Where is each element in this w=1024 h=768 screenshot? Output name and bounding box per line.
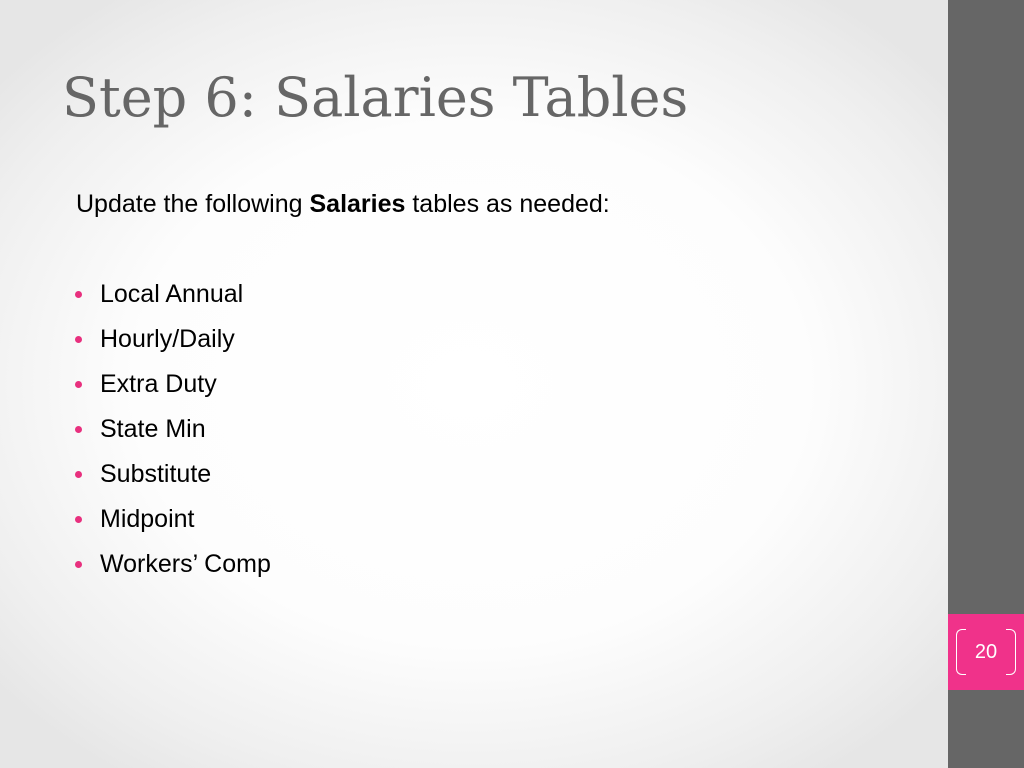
bullet-dot-icon	[75, 336, 82, 343]
intro-text	[76, 186, 610, 222]
bullet-item-label: Workers’ Comp	[100, 550, 271, 578]
bullet-dot-icon	[75, 426, 82, 433]
bullet-item-label: Midpoint	[100, 505, 195, 533]
bullet-dot-icon	[75, 471, 82, 478]
bullet-item	[72, 366, 271, 411]
intro-text-after: tables as needed:	[405, 190, 610, 218]
bullet-item	[72, 276, 271, 321]
bullet-dot-icon	[75, 516, 82, 523]
bullet-item-label: Substitute	[100, 460, 212, 488]
page-number: 20	[974, 641, 998, 663]
bullet-item-label: Hourly/Daily	[100, 325, 235, 353]
bullet-item-label: Local Annual	[100, 280, 244, 308]
bullet-dot-icon	[75, 381, 82, 388]
intro-text-before: Update the following	[76, 190, 310, 218]
bullet-item	[72, 456, 271, 501]
bullet-dot-icon	[75, 291, 82, 298]
page-number-frame	[956, 629, 1016, 675]
right-bracket-icon	[1006, 629, 1016, 675]
bullet-item-label: Extra Duty	[100, 370, 217, 398]
bullet-item	[72, 501, 271, 546]
bullet-item	[72, 411, 271, 456]
bullet-list	[72, 276, 271, 591]
bullet-item-label: State Min	[100, 415, 206, 443]
slide-title: Step 6: Salaries Tables	[62, 66, 689, 129]
intro-text-bold: Salaries	[309, 190, 406, 218]
page-number-badge	[948, 614, 1024, 690]
bullet-item	[72, 546, 271, 591]
bullet-item	[72, 321, 271, 366]
bullet-dot-icon	[75, 561, 82, 568]
